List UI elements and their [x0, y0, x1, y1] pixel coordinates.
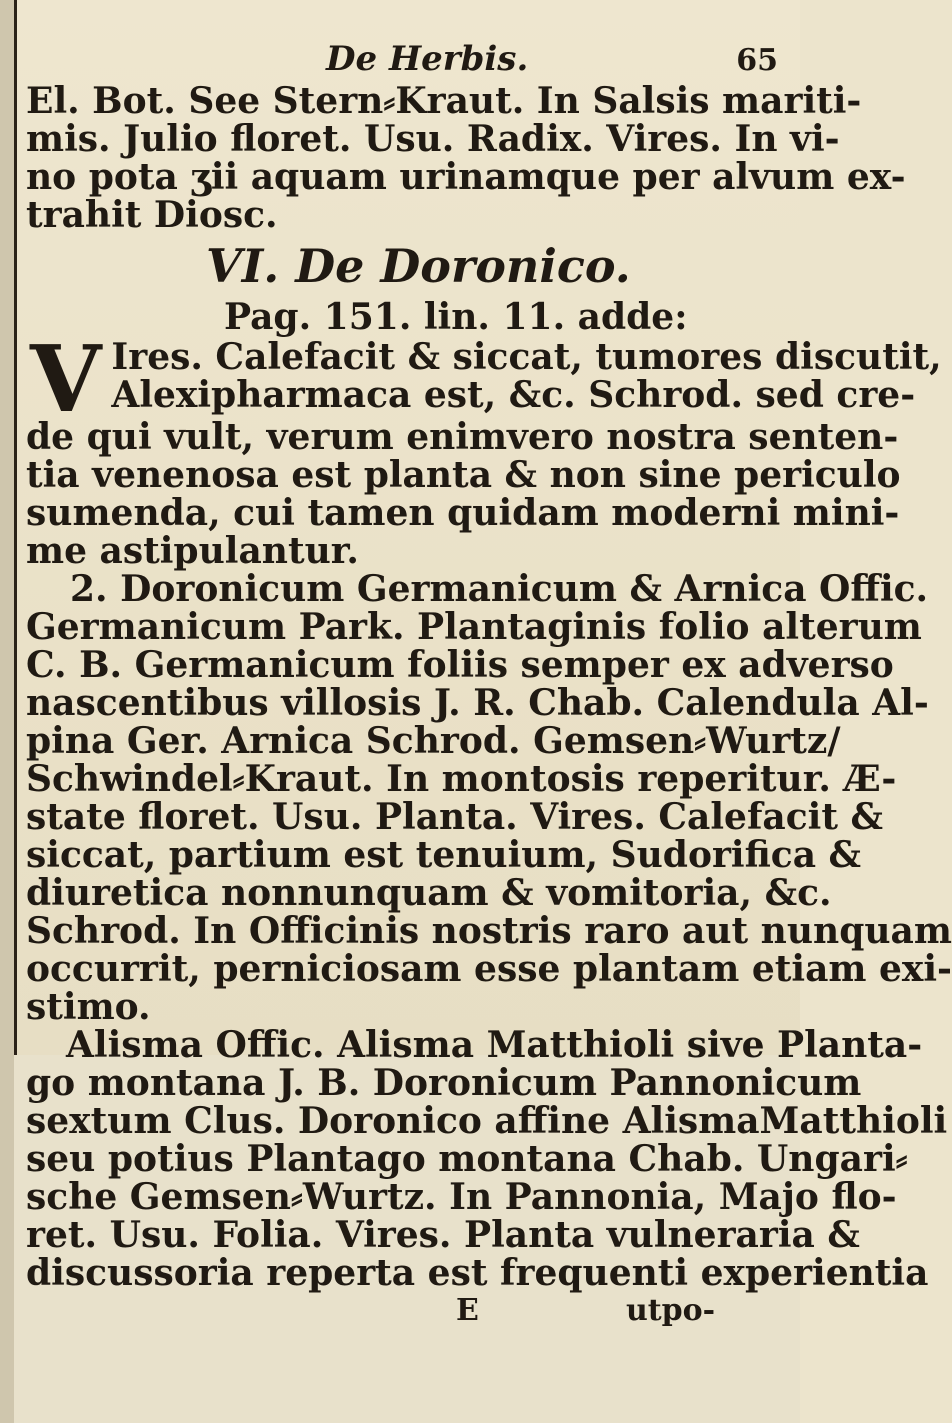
paragraph-alisma: [26, 1024, 948, 1294]
text-line: mis. Julio floret. Usu. Radix. Vires. In vi-: [26, 118, 840, 160]
text-line: El. Bot. See Stern⸗Kraut. In Salsis mariti-: [26, 80, 862, 122]
catchword: utpo-: [626, 1293, 716, 1328]
page-number: 65: [736, 43, 778, 78]
text-line: nascentibus villosis J. R. Chab. Calendula Al-: [26, 682, 929, 724]
text-line: Alisma Offic. Alisma Matthioli sive Planta-: [66, 1024, 923, 1066]
text-line: Alexipharmaca est, &c. Schrod. sed cre-: [111, 374, 916, 416]
text-line: pina Ger. Arnica Schrod. Gemsen⸗Wurtz/: [26, 720, 841, 762]
text-line: de qui vult, verum enimvero nostra senten-: [26, 416, 899, 458]
text-line: sumenda, cui tamen quidam moderni mini-: [26, 492, 900, 534]
page-header: [26, 39, 786, 82]
text-line: discussoria reperta est frequenti experientia: [26, 1252, 929, 1294]
text-line: sche Gemsen⸗Wurtz. In Pannonia, Majo flo-: [26, 1176, 897, 1218]
text-line: seu potius Plantago montana Chab. Ungari⸗: [26, 1138, 908, 1180]
text-line: occurrit, perniciosam esse plantam etiam exi-: [26, 948, 952, 990]
signature-mark: E: [456, 1293, 479, 1328]
signature-line: [26, 1292, 786, 1332]
paragraph-vires: [26, 325, 942, 572]
text-line: Germanicum Park. Plantaginis folio alterum: [26, 606, 922, 648]
text-line: stimo.: [26, 986, 151, 1028]
text-line: sextum Clus. Doronico affine AlismaMatthioli: [26, 1100, 948, 1142]
text-line: go montana J. B. Doronicum Pannonicum: [26, 1062, 862, 1104]
page-text: [26, 39, 952, 1332]
running-head: De Herbis.: [326, 39, 529, 79]
text-line: no pota ʒii aquam urinamque per alvum ex-: [26, 156, 906, 198]
text-line: diuretica nonnunquam & vomitoria, &c.: [26, 872, 832, 914]
text-line: siccat, partium est tenuium, Sudorifica &: [26, 834, 862, 876]
text-line: Schrod. In Officinis nostris raro aut nunquam: [26, 910, 952, 952]
text-line: 2. Doronicum Germanicum & Arnica Offic.: [70, 568, 929, 610]
text-line: me astipulantur.: [26, 530, 359, 572]
drop-cap: V: [30, 325, 102, 433]
text-line: ret. Usu. Folia. Vires. Planta vulneraria &: [26, 1214, 860, 1256]
text-line: state floret. Usu. Planta. Vires. Calefacit &: [26, 796, 884, 838]
text-line: Schwindel⸗Kraut. In montosis reperitur. Æ-: [26, 758, 897, 800]
reference-line: Pag. 151. lin. 11. adde:: [224, 296, 688, 338]
text-line: Ires. Calefacit & siccat, tumores discutit,: [111, 336, 942, 378]
text-line: trahit Diosc.: [26, 194, 278, 236]
paragraph-doronicum: [26, 568, 952, 1028]
text-line: tia venenosa est planta & non sine periculo: [26, 454, 901, 496]
text-line: C. B. Germanicum foliis semper ex adverso: [26, 644, 894, 686]
section-title: VI. De Doronico.: [206, 239, 631, 293]
